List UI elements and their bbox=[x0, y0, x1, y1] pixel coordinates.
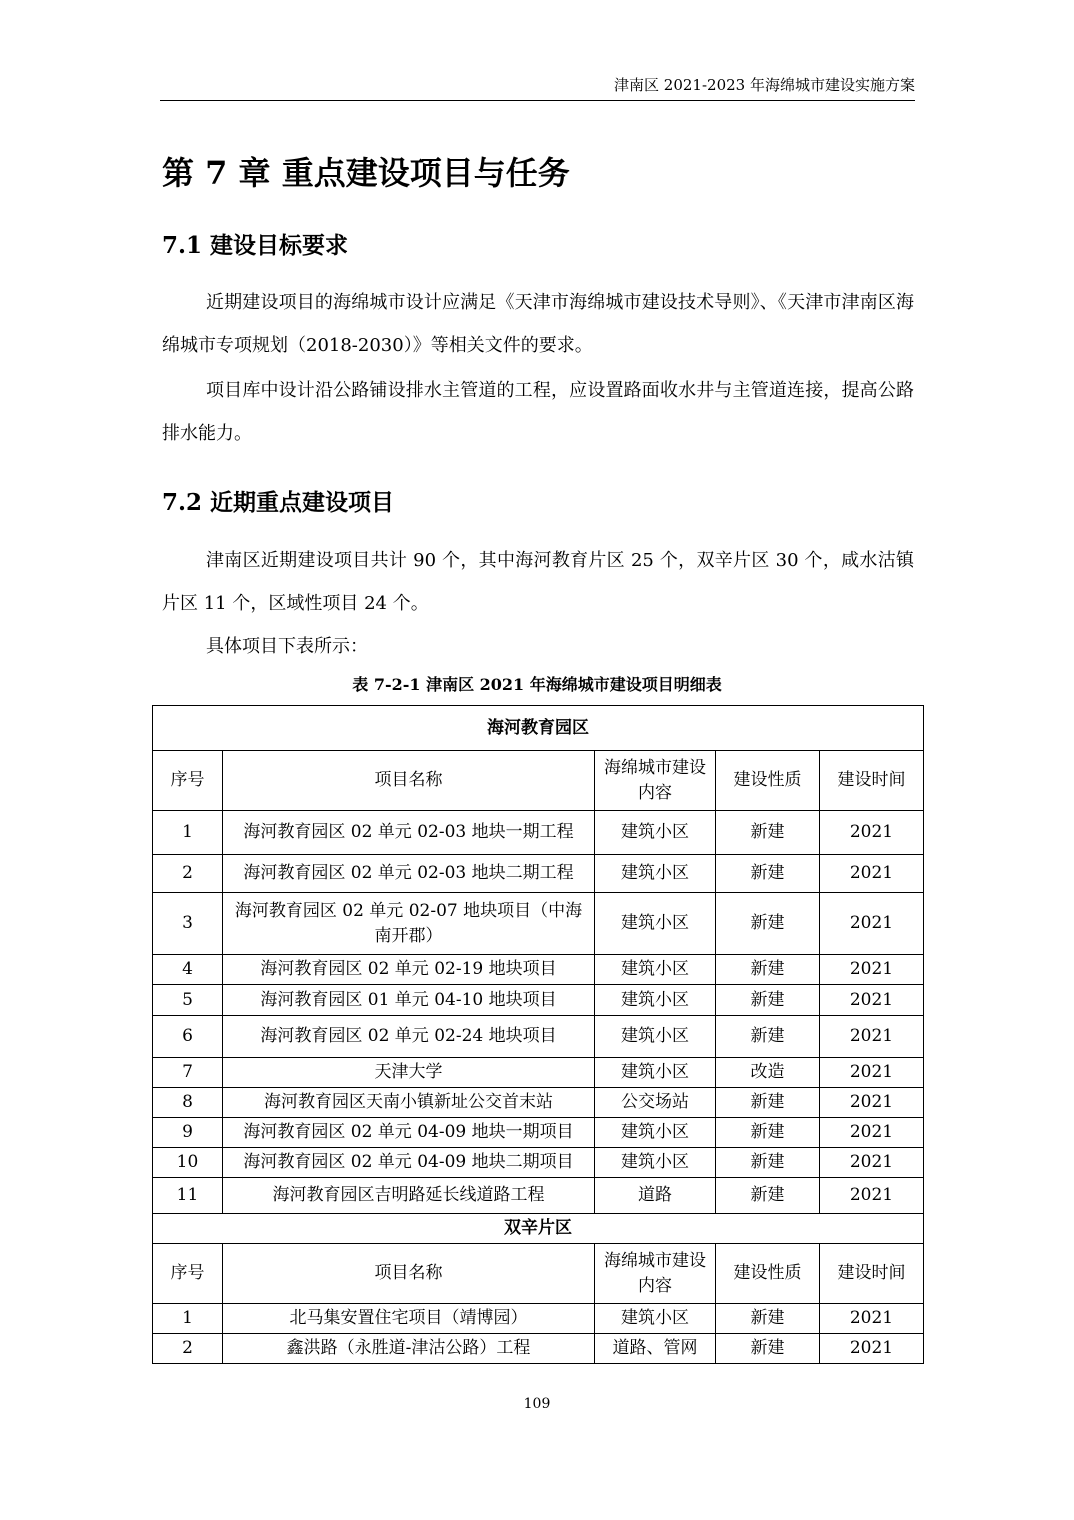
table-cell: 新建 bbox=[716, 985, 820, 1016]
table-cell: 9 bbox=[153, 1118, 223, 1148]
table-cell: 2021 bbox=[820, 1334, 924, 1364]
table-cell: 2021 bbox=[820, 893, 924, 955]
table-cell: 建筑小区 bbox=[595, 811, 716, 855]
table-cell: 建筑小区 bbox=[595, 1148, 716, 1178]
project-table bbox=[152, 705, 924, 1364]
table-cell: 建筑小区 bbox=[595, 893, 716, 955]
table-cell: 2021 bbox=[820, 985, 924, 1016]
table-row bbox=[153, 893, 924, 955]
table-cell: 3 bbox=[153, 893, 223, 955]
column-header: 项目名称 bbox=[223, 1244, 595, 1304]
table-cell: 新建 bbox=[716, 1334, 820, 1364]
table-cell: 天津大学 bbox=[223, 1058, 595, 1088]
table-row bbox=[153, 1016, 924, 1058]
zone-row bbox=[153, 706, 924, 751]
table-row bbox=[153, 985, 924, 1016]
table-row bbox=[153, 1088, 924, 1118]
table-row bbox=[153, 855, 924, 893]
table-row bbox=[153, 1148, 924, 1178]
table-cell: 新建 bbox=[716, 855, 820, 893]
table-cell: 道路 bbox=[595, 1178, 716, 1214]
table-cell: 建筑小区 bbox=[595, 985, 716, 1016]
table-cell: 海河教育园区 02 单元 02-19 地块项目 bbox=[223, 955, 595, 985]
table-cell: 建筑小区 bbox=[595, 1058, 716, 1088]
section-heading-7-2: 7.2 近期重点建设项目 bbox=[162, 489, 395, 516]
table-cell: 新建 bbox=[716, 811, 820, 855]
table-cell: 2021 bbox=[820, 1016, 924, 1058]
table-cell: 5 bbox=[153, 985, 223, 1016]
table-cell: 建筑小区 bbox=[595, 1118, 716, 1148]
header-row bbox=[153, 751, 924, 811]
table-cell: 新建 bbox=[716, 1088, 820, 1118]
table-cell: 北马集安置住宅项目（靖博园） bbox=[223, 1304, 595, 1334]
table-cell: 7 bbox=[153, 1058, 223, 1088]
table-cell: 建筑小区 bbox=[595, 855, 716, 893]
column-header: 序号 bbox=[153, 751, 223, 811]
table-cell: 新建 bbox=[716, 1178, 820, 1214]
table-cell: 海河教育园区 02 单元 04-09 地块二期项目 bbox=[223, 1148, 595, 1178]
header-row bbox=[153, 1244, 924, 1304]
table-cell: 6 bbox=[153, 1016, 223, 1058]
table-cell: 鑫洪路（永胜道-津沽公路）工程 bbox=[223, 1334, 595, 1364]
table-cell: 2021 bbox=[820, 1118, 924, 1148]
zone-title: 双辛片区 bbox=[153, 1214, 924, 1244]
column-header: 海绵城市建设内容 bbox=[595, 1244, 716, 1304]
table-cell: 海河教育园区 02 单元 02-03 地块一期工程 bbox=[223, 811, 595, 855]
table-cell: 2 bbox=[153, 1334, 223, 1364]
table-row bbox=[153, 1118, 924, 1148]
table-cell: 8 bbox=[153, 1088, 223, 1118]
column-header: 项目名称 bbox=[223, 751, 595, 811]
paragraph-project-count: 津南区近期建设项目共计 90 个，其中海河教育片区 25 个，双辛片区 30 个，咸水沽镇片区 11 个，区域性项目 24 个。 bbox=[162, 550, 914, 614]
running-header: 津南区 2021-2023 年海绵城市建设实施方案 bbox=[160, 74, 915, 101]
table-cell: 建筑小区 bbox=[595, 1304, 716, 1334]
column-header: 建设性质 bbox=[716, 1244, 820, 1304]
table-row bbox=[153, 1304, 924, 1334]
table-row bbox=[153, 1178, 924, 1214]
table-cell: 1 bbox=[153, 811, 223, 855]
table-row bbox=[153, 955, 924, 985]
table-cell: 公交场站 bbox=[595, 1088, 716, 1118]
table-cell: 2021 bbox=[820, 1178, 924, 1214]
column-header: 建设性质 bbox=[716, 751, 820, 811]
table-cell: 2021 bbox=[820, 1088, 924, 1118]
table-cell: 建筑小区 bbox=[595, 1016, 716, 1058]
table-cell: 建筑小区 bbox=[595, 955, 716, 985]
table-row bbox=[153, 1058, 924, 1088]
zone-row bbox=[153, 1214, 924, 1244]
paragraph-drainage: 项目库中设计沿公路铺设排水主管道的工程，应设置路面收水井与主管道连接，提高公路排水能力。 bbox=[162, 380, 914, 444]
table-cell: 改造 bbox=[716, 1058, 820, 1088]
table-row bbox=[153, 1334, 924, 1364]
column-header: 建设时间 bbox=[820, 751, 924, 811]
table-cell: 新建 bbox=[716, 1148, 820, 1178]
page-number: 109 bbox=[523, 1396, 551, 1412]
zone-title: 海河教育园区 bbox=[153, 706, 924, 751]
table-cell: 海河教育园区天南小镇新址公交首末站 bbox=[223, 1088, 595, 1118]
table-cell: 2021 bbox=[820, 1304, 924, 1334]
table-cell: 2 bbox=[153, 855, 223, 893]
table-cell: 4 bbox=[153, 955, 223, 985]
table-cell: 10 bbox=[153, 1148, 223, 1178]
table-cell: 1 bbox=[153, 1304, 223, 1334]
table-cell: 新建 bbox=[716, 1016, 820, 1058]
table-cell: 2021 bbox=[820, 955, 924, 985]
table-cell: 2021 bbox=[820, 1148, 924, 1178]
paragraph-table-intro: 具体项目下表所示： bbox=[206, 636, 368, 657]
column-header: 建设时间 bbox=[820, 1244, 924, 1304]
table-cell: 新建 bbox=[716, 893, 820, 955]
table-cell: 新建 bbox=[716, 955, 820, 985]
table-caption: 表 7-2-1 津南区 2021 年海绵城市建设项目明细表 bbox=[352, 675, 722, 694]
table-cell: 新建 bbox=[716, 1118, 820, 1148]
table-cell: 海河教育园区 02 单元 04-09 地块一期项目 bbox=[223, 1118, 595, 1148]
table-cell: 2021 bbox=[820, 811, 924, 855]
table-cell: 海河教育园区 01 单元 04-10 地块项目 bbox=[223, 985, 595, 1016]
table-cell: 道路、管网 bbox=[595, 1334, 716, 1364]
paragraph-standards: 近期建设项目的海绵城市设计应满足《天津市海绵城市建设技术导则》、《天津市津南区海绵城市专项规划（2018-2030）》等相关文件的要求。 bbox=[162, 292, 914, 356]
table-cell: 海河教育园区 02 单元 02-03 地块二期工程 bbox=[223, 855, 595, 893]
chapter-title: 第 7 章 重点建设项目与任务 bbox=[162, 154, 570, 192]
column-header: 序号 bbox=[153, 1244, 223, 1304]
table-cell: 11 bbox=[153, 1178, 223, 1214]
section-heading-7-1: 7.1 建设目标要求 bbox=[162, 232, 349, 259]
table-cell: 海河教育园区 02 单元 02-24 地块项目 bbox=[223, 1016, 595, 1058]
table-row bbox=[153, 811, 924, 855]
table-cell: 海河教育园区吉明路延长线道路工程 bbox=[223, 1178, 595, 1214]
table-cell: 新建 bbox=[716, 1304, 820, 1334]
table-cell: 2021 bbox=[820, 1058, 924, 1088]
table-cell: 2021 bbox=[820, 855, 924, 893]
table-cell: 海河教育园区 02 单元 02-07 地块项目（中海南开郡） bbox=[223, 893, 595, 955]
column-header: 海绵城市建设内容 bbox=[595, 751, 716, 811]
